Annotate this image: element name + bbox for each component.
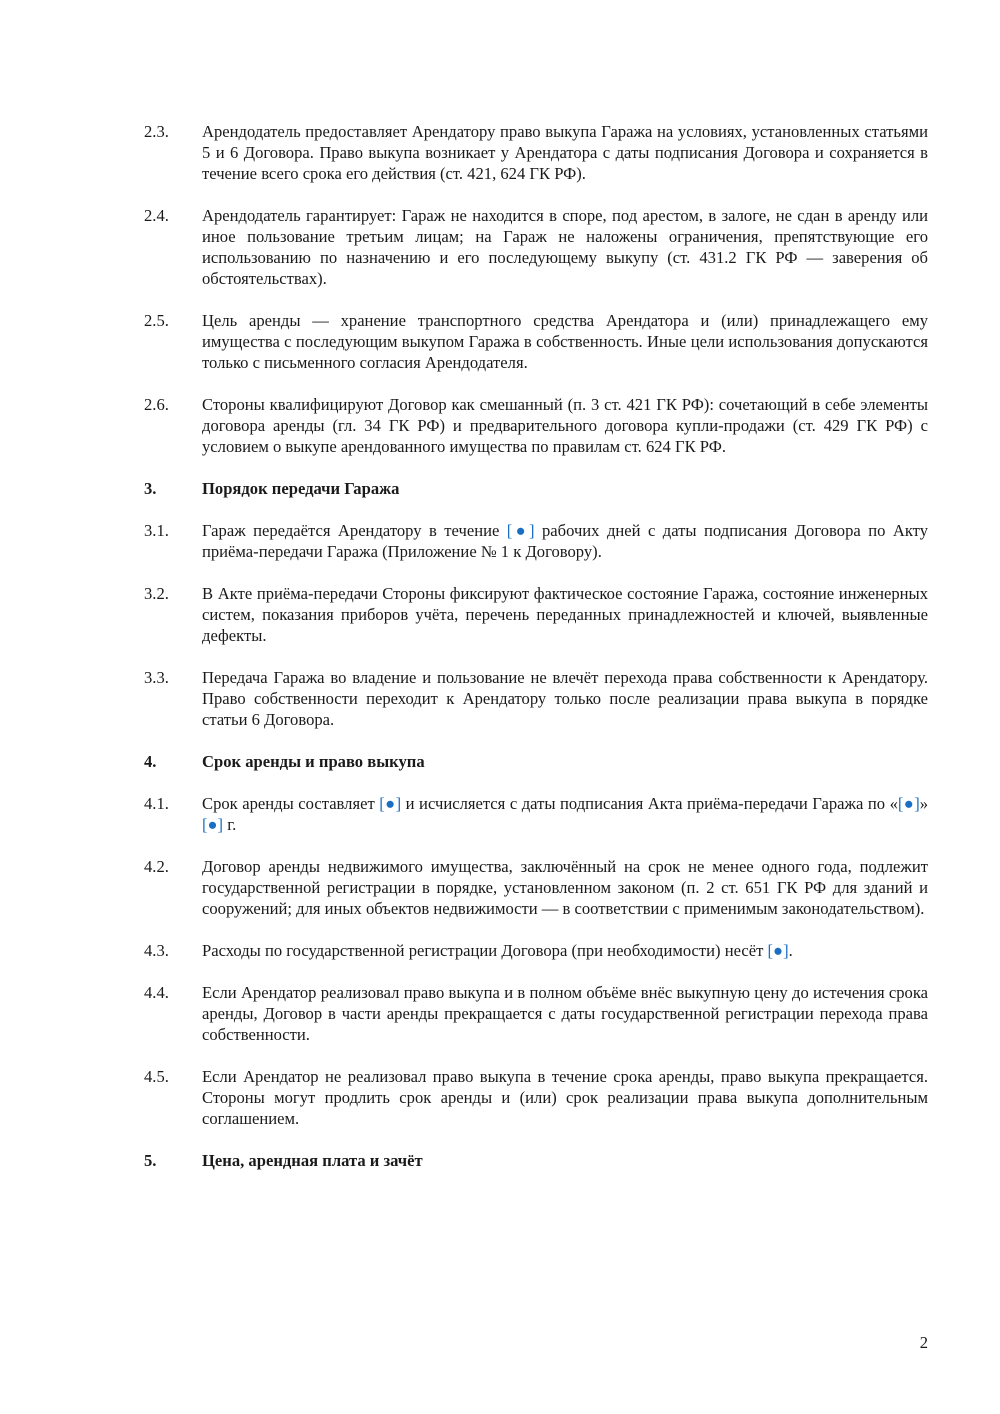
clause-4-1 [144, 793, 928, 835]
clause-text: Если Арендатор не реализовал право выкупа в течение срока аренды, право выкупа прекращается. Стороны могут продлить срок аренды и (или) срок реализации права выкупа дополнительным соглашением. [202, 1067, 928, 1128]
clause-text: Арендодатель гарантирует: Гараж не находится в споре, под арестом, в залоге, не сдан в аренду или иное пользование третьим лицам; на Гараж не наложены ограничения, препятствующие его использованию по назначению и его последующему выкупу (ст. 431.2 ГК РФ — заверения об обстоятельствах). [202, 206, 928, 288]
clause-text-part: и исчисляется с даты подписания Акта приёма-передачи Гаража по « [401, 794, 898, 813]
clause-text-part: Срок аренды составляет [202, 794, 380, 813]
clause-number: 4.2. [144, 857, 169, 876]
clause-2-5 [144, 310, 928, 373]
clause-text: Передача Гаража во владение и пользование не влечёт перехода права собственности к Арендатору. Право собственности переходит к Арендатору только после реализации права выкупа в порядке статьи 6 Договора. [202, 668, 928, 729]
section-number: 4. [144, 752, 157, 771]
page-number: 2 [919, 1333, 928, 1352]
section-title: Порядок передачи Гаража [202, 479, 400, 498]
placeholder-field: [●] [897, 794, 920, 813]
placeholder-field: [●] [767, 941, 789, 960]
clause-number: 2.5. [144, 311, 169, 330]
clause-3-1 [144, 520, 928, 562]
clause-text-part: » [919, 794, 929, 813]
clause-text-part: рабочих дней с даты подписания Договора по Акту приёма-передачи Гаража (Приложение № 1 к Договору). [202, 521, 928, 561]
clause-number: 3.3. [144, 668, 169, 687]
clause-number: 4.1. [144, 794, 169, 813]
clause-number: 2.3. [144, 122, 169, 141]
clause-text-part: Расходы по государственной регистрации Договора (при необходимости) несёт [202, 941, 768, 960]
clause-2-3 [144, 121, 928, 184]
section-heading-5 [144, 1150, 928, 1171]
section-number: 3. [144, 479, 157, 498]
clause-text: В Акте приёма-передачи Стороны фиксируют фактическое состояние Гаража, состояние инженерных систем, показания приборов учёта, перечень переданных принадлежностей и ключей, выявленные дефекты. [202, 584, 928, 645]
section-title: Срок аренды и право выкупа [202, 752, 425, 771]
clause-number: 4.5. [144, 1067, 169, 1086]
clause-number: 4.4. [144, 983, 169, 1002]
clause-number: 2.6. [144, 395, 169, 414]
clause-2-4 [144, 205, 928, 289]
clause-text-part: Гараж передаётся Арендатору в течение [202, 521, 507, 540]
placeholder-field: [●] [506, 521, 535, 540]
placeholder-field: [●] [379, 794, 402, 813]
clause-text: Цель аренды — хранение транспортного средства Арендатора и (или) принадлежащего ему имущества с последующим выкупом Гаража в собственность. Иные цели использования допускаются только с письменного согласия Арендодателя. [202, 311, 928, 372]
section-title: Цена, арендная плата и зачёт [202, 1151, 423, 1170]
clause-3-2 [144, 583, 928, 646]
placeholder-field: [●] [202, 815, 224, 834]
clause-number: 3.1. [144, 521, 169, 540]
clause-text-part: . [788, 941, 793, 960]
clause-text: Договор аренды недвижимого имущества, заключённый на срок не менее одного года, подлежит государственной регистрации в порядке, установленном законом (п. 2 ст. 651 ГК РФ для зданий и сооружений; для иных объектов недвижимости — в соответствии с применимым законодательством). [202, 857, 928, 918]
section-number: 5. [144, 1151, 157, 1170]
clause-text [202, 940, 928, 961]
clause-text [202, 520, 928, 562]
clause-text: Если Арендатор реализовал право выкупа и в полном объёме внёс выкупную цену до истечения срока аренды, Договор в части аренды прекращается с даты государственной регистрации перехода права собственности. [202, 983, 928, 1044]
clause-3-3 [144, 667, 928, 730]
clause-4-2 [144, 856, 928, 919]
document-body [144, 121, 928, 1192]
clause-text: Стороны квалифицируют Договор как смешанный (п. 3 ст. 421 ГК РФ): сочетающий в себе элементы договора аренды (гл. 34 ГК РФ) и предварительного договора купли-продажи (ст. 429 ГК РФ) с условием о выкупе арендованного имущества по правилам ст. 624 ГК РФ. [202, 395, 928, 456]
clause-number: 3.2. [144, 584, 169, 603]
clause-text: Арендодатель предоставляет Арендатору право выкупа Гаража на условиях, установленных статьями 5 и 6 Договора. Право выкупа возникает у Арендатора с даты подписания Договора и сохраняется в течение всего срока его действия (ст. 421, 624 ГК РФ). [202, 122, 928, 183]
clause-number: 4.3. [144, 941, 169, 960]
clause-text [202, 793, 928, 835]
clause-4-3 [144, 940, 928, 961]
section-heading-3 [144, 478, 928, 499]
section-heading-4 [144, 751, 928, 772]
clause-4-5 [144, 1066, 928, 1129]
clause-number: 2.4. [144, 206, 169, 225]
clause-4-4 [144, 982, 928, 1045]
clause-2-6 [144, 394, 928, 457]
clause-text-part: г. [223, 815, 237, 834]
